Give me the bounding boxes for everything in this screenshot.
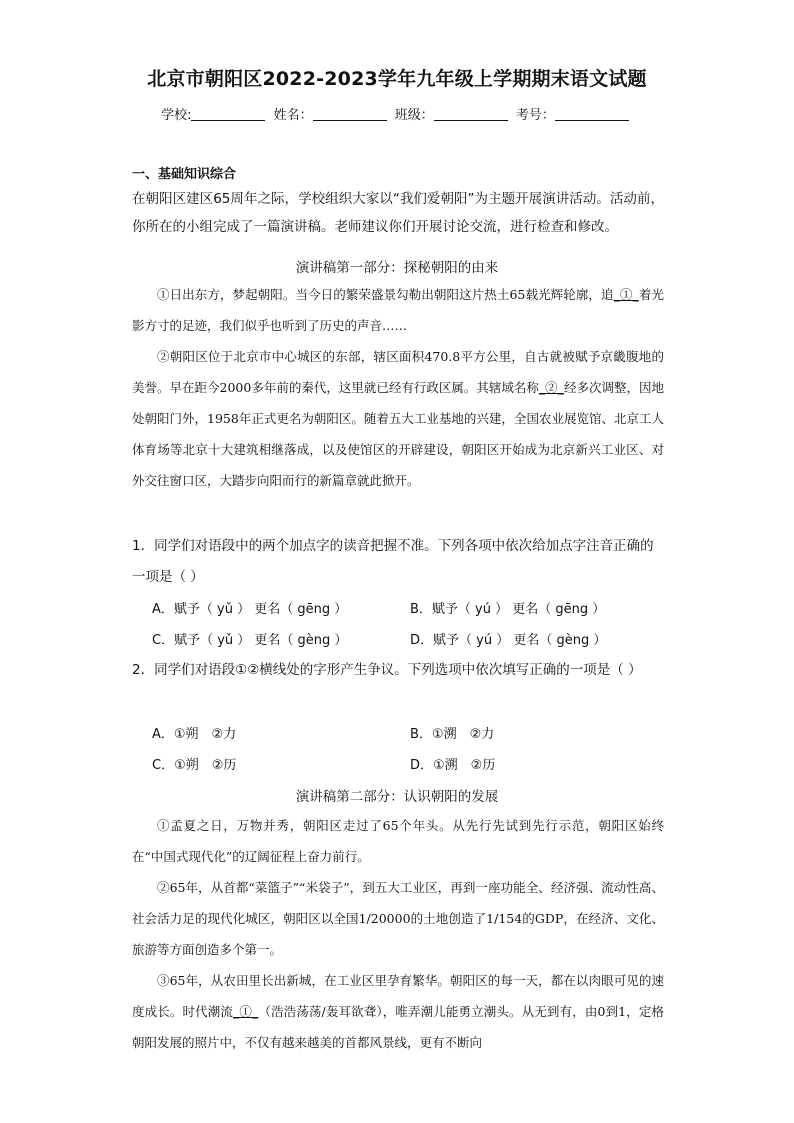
blank-3: _①_ [233,1004,259,1019]
question-2-stem: 2．同学们对语段①②横线处的字形产生争议。下列选项中依次填写正确的一项是（ ） [132,662,642,678]
q2-option-a[interactable]: A．①朔 ②力 [152,727,237,742]
exam-number-blank[interactable] [555,108,629,121]
q2-option-b[interactable]: B．①溯 ②力 [410,727,495,742]
blank-2: _②_ [538,380,564,395]
school-blank[interactable] [191,108,265,121]
school-label: 学校: [161,108,192,123]
part1-paragraph-2: ②朝阳区位于北京市中心城区的东部，辖区面积470.8平方公里，自古就被赋予京畿腹地的美誉。早在距今2000多年前的秦代，这里就已经有行政区属。其辖域名称_②_经多次调整，因地处朝阳门外，1958年正式更名为朝阳区。随着五大工业基地的兴建，全国农业展览馆、北京工人体育场等北京十大建筑相继落成，以及使馆区的开辟建设，朝阳区开始成为北京新兴工业区、对外交往窗口区，大踏步向阳而行的新篇章就此掀开。 [132,349,664,488]
name-label: 姓名： [273,108,313,123]
q1-option-b[interactable]: B．赋予（ yú ） 更名（ gēng ） [410,602,606,617]
exam-title: 北京市朝阳区2022-2023学年九年级上学期期末语文试题 [147,68,647,90]
part1-paragraph-1: ①日出东方，梦起朝阳。当今日的繁荣盛景勾勒出朝阳这片热土65载光辉轮廓，追_①_着光影方寸的足迹，我们似乎也听到了历史的声音…… [132,287,664,333]
exam-number-label: 考号： [515,108,555,123]
part2-paragraph-2: ②65年，从首都“菜篮子”“米袋子”，到五大工业区，再到一座功能全、经济强、流动性高、社会活力足的现代化城区，朝阳区以全国1/20000的土地创造了1/154的GDP，在经济、文化、旅游等方面创造多个第一。 [132,880,664,957]
section-intro: 在朝阳区建区65周年之际，学校组织大家以“我们爱朝阳”为主题开展演讲活动。活动前，你所在的小组完成了一篇演讲稿。老师建议你们开展讨论交流，进行检查和修改。 [132,191,664,235]
class-label: 班级： [394,108,434,123]
q2-option-c[interactable]: C．①朔 ②历 [152,758,237,773]
blank-1: _①_ [613,287,639,302]
q1-option-c[interactable]: C．赋予（ yǔ ） 更名（ gèng ） [152,633,348,648]
part2-paragraph-3: ③65年，从农田里长出新城，在工业区里孕育繁华。朝阳区的每一天，都在以肉眼可见的速度成长。时代潮流_①_（浩浩荡荡/轰耳欲聋），唯弄潮儿能勇立潮头。从无到有，由0到1，定格朝阳发展的照片中，不仅有越来越美的首都风景线，更有不断向 [132,973,664,1050]
q1-option-d[interactable]: D．赋予（ yú ） 更名（ gèng ） [410,633,607,648]
question-1-stem: 1．同学们对语段中的两个加点字的读音把握不准。下列各项中依次给加点字注音正确的一项是（ ） [132,538,654,585]
section-heading: 一、基础知识综合 [132,167,237,182]
class-blank[interactable] [434,108,508,121]
student-info-line [0,104,794,123]
q1-option-a[interactable]: A．赋予（ yǔ ） 更名（ gēng ） [152,602,348,617]
part2-paragraph-1: ①孟夏之日，万物并秀，朝阳区走过了65个年头。从先行先试到先行示范，朝阳区始终在“中国式现代化”的辽阔征程上奋力前行。 [132,818,664,864]
part2-subtitle: 演讲稿第二部分：认识朝阳的发展 [295,789,499,805]
q2-option-d[interactable]: D．①溯 ②历 [410,758,496,773]
part1-subtitle: 演讲稿第一部分：探秘朝阳的由来 [295,260,499,276]
name-blank[interactable] [313,108,387,121]
